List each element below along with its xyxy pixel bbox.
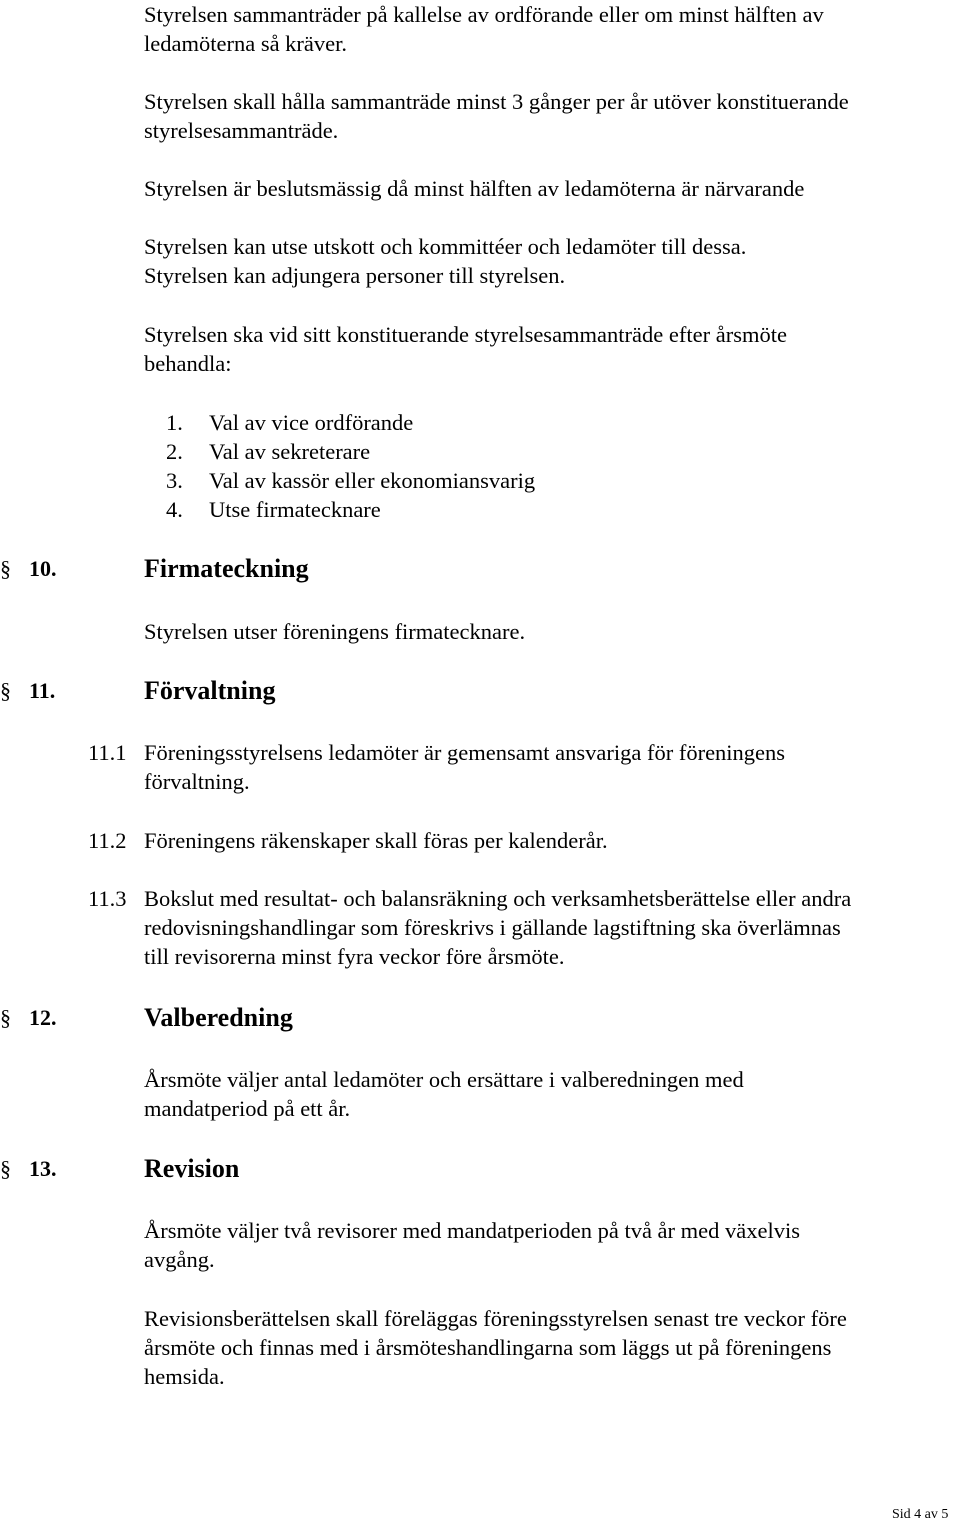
paragraph-line: Styrelsen kan adjungera personer till styrelsen. — [144, 263, 566, 288]
section-number: 11. — [29, 678, 56, 703]
section-heading: Valberedning — [144, 1003, 293, 1032]
list-item-number: 1. — [166, 410, 183, 435]
paragraph-line: styrelsesammanträde. — [144, 118, 339, 143]
paragraph-line: förvaltning. — [144, 769, 250, 794]
paragraph-line: Styrelsen är beslutsmässig då minst hälften av ledamöterna är närvarande — [144, 176, 805, 201]
section-symbol: § — [0, 1005, 11, 1030]
section-symbol: § — [0, 678, 11, 703]
section-number: 13. — [29, 1156, 57, 1181]
paragraph-line: avgång. — [144, 1247, 215, 1272]
paragraph-number: 11.2 — [88, 828, 127, 853]
paragraph-line: hemsida. — [144, 1364, 225, 1389]
paragraph-line: ledamöterna så kräver. — [144, 31, 348, 56]
list-item: Val av sekreterare — [209, 439, 371, 464]
paragraph-line: Styrelsen sammanträder på kallelse av ordförande eller om minst hälften av — [144, 2, 824, 27]
section-symbol: § — [0, 556, 11, 581]
section-number: 10. — [29, 556, 57, 581]
page-number: Sid 4 av 5 — [892, 1507, 949, 1522]
section-number: 12. — [29, 1005, 57, 1030]
paragraph-line: redovisningshandlingar som föreskrivs i gällande lagstiftning ska överlämnas — [144, 915, 841, 940]
list-item-number: 2. — [166, 439, 183, 464]
paragraph-number: 11.1 — [88, 740, 127, 765]
section-heading: Förvaltning — [144, 676, 276, 705]
paragraph-number: 11.3 — [88, 886, 127, 911]
paragraph-line: Föreningens räkenskaper skall föras per kalenderår. — [144, 828, 608, 853]
list-item: Val av vice ordförande — [209, 410, 414, 435]
paragraph-line: Styrelsen ska vid sitt konstituerande styrelsesammanträde efter årsmöte — [144, 322, 787, 347]
section-symbol: § — [0, 1156, 11, 1181]
paragraph-line: Årsmöte väljer antal ledamöter och ersättare i valberedningen med — [144, 1067, 744, 1092]
paragraph-line: Styrelsen kan utse utskott och kommittéer och ledamöter till dessa. — [144, 234, 747, 259]
paragraph-line: Föreningsstyrelsens ledamöter är gemensamt ansvariga för föreningens — [144, 740, 786, 765]
list-item: Val av kassör eller ekonomiansvarig — [209, 468, 536, 493]
list-item: Utse firmatecknare — [209, 497, 381, 522]
paragraph-line: mandatperiod på ett år. — [144, 1096, 351, 1121]
paragraph-line: årsmöte och finnas med i årsmöteshandlingarna som läggs ut på föreningens — [144, 1335, 832, 1360]
section-heading: Firmateckning — [144, 554, 309, 583]
paragraph-line: Bokslut med resultat- och balansräkning och verksamhetsberättelse eller andra — [144, 886, 852, 911]
list-item-number: 4. — [166, 497, 183, 522]
section-heading: Revision — [144, 1154, 240, 1183]
list-item-number: 3. — [166, 468, 183, 493]
paragraph-line: behandla: — [144, 351, 232, 376]
paragraph-line: till revisorerna minst fyra veckor före årsmöte. — [144, 944, 565, 969]
paragraph-line: Styrelsen utser föreningens firmatecknare. — [144, 619, 526, 644]
paragraph-line: Revisionsberättelsen skall föreläggas föreningsstyrelsen senast tre veckor före — [144, 1306, 847, 1331]
paragraph-line: Styrelsen skall hålla sammanträde minst 3 gånger per år utöver konstituerande — [144, 89, 849, 114]
paragraph-line: Årsmöte väljer två revisorer med mandatperioden på två år med växelvis — [144, 1218, 801, 1243]
